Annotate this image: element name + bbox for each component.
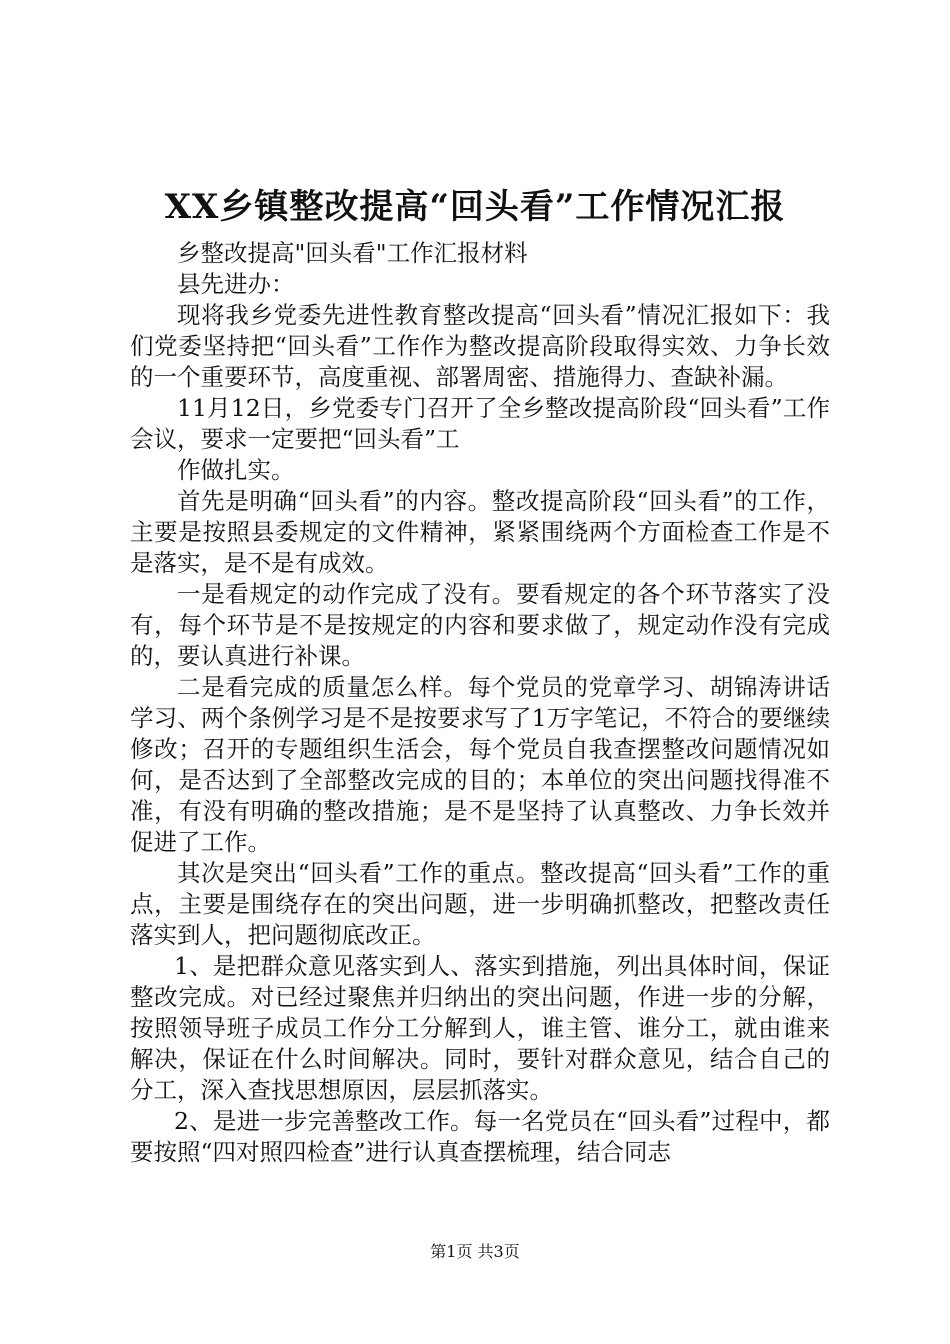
paragraph-point-two: 二是看完成的质量怎么样。每个党员的党章学习、胡锦涛讲话学习、两个条例学习是不是按要求写了1万字笔记，不符合的要继续修改；召开的专题组织生活会，每个党员自我查摆整改问题情况如何，是否达到了全部整改完成的目的；本单位的突出问题找得准不准，有没有明确的整改措施；是不是坚持了认真整改、力争长效并促进了工作。 xyxy=(130,673,830,856)
paragraph-item-2: 2、是进一步完善整改工作。每一名党员在“回头看”过程中，都要按照“四对照四检查”进行认真查摆梳理，结合同志 xyxy=(130,1107,830,1166)
paragraph-item-1: 1、是把群众意见落实到人、落实到措施，列出具体时间，保证整改完成。对已经过聚焦并归纳出的突出问题，作进一步的分解，按照领导班子成员工作分工分解到人，谁主管、谁分工，就由谁来解决，保证在什么时间解决。同时，要针对群众意见，结合自己的分工，深入查找思想原因，层层抓落实。 xyxy=(130,952,830,1104)
paragraph-meeting-continued: 作做扎实。 xyxy=(177,456,295,484)
paragraph-subtitle: 乡整改提高"回头看"工作汇报材料 xyxy=(177,239,528,267)
paragraph-second-focus: 其次是突出“回头看”工作的重点。整改提高“回头看”工作的重点，主要是围绕存在的突出问题，进一步明确抓整改，把整改责任落实到人，把问题彻底改正。 xyxy=(130,859,830,949)
document-title: XX乡镇整改提高“回头看”工作情况汇报 xyxy=(164,187,786,227)
paragraph-intro: 现将我乡党委先进性教育整改提高“回头看”情况汇报如下：我们党委坚持把“回头看”工作作为整改提高阶段取得实效、力争长效的一个重要环节，高度重视、部署周密、措施得力、查缺补漏。 xyxy=(130,301,830,391)
paragraph-first-content: 首先是明确“回头看”的内容。整改提高阶段“回头看”的工作，主要是按照县委规定的文件精神，紧紧围绕两个方面检查工作是不是落实，是不是有成效。 xyxy=(130,487,830,577)
document-body xyxy=(130,238,830,1168)
paragraph-meeting: 11月12日，乡党委专门召开了全乡整改提高阶段“回头看”工作会议，要求一定要把“回头看”工 xyxy=(130,394,830,453)
paragraph-point-one: 一是看规定的动作完成了没有。要看规定的各个环节落实了没有，每个环节是不是按规定的内容和要求做了，规定动作没有完成的，要认真进行补课。 xyxy=(130,580,830,670)
paragraph-salutation: 县先进办： xyxy=(177,270,295,298)
page-footer: 第1页 共3页 xyxy=(430,1242,520,1261)
